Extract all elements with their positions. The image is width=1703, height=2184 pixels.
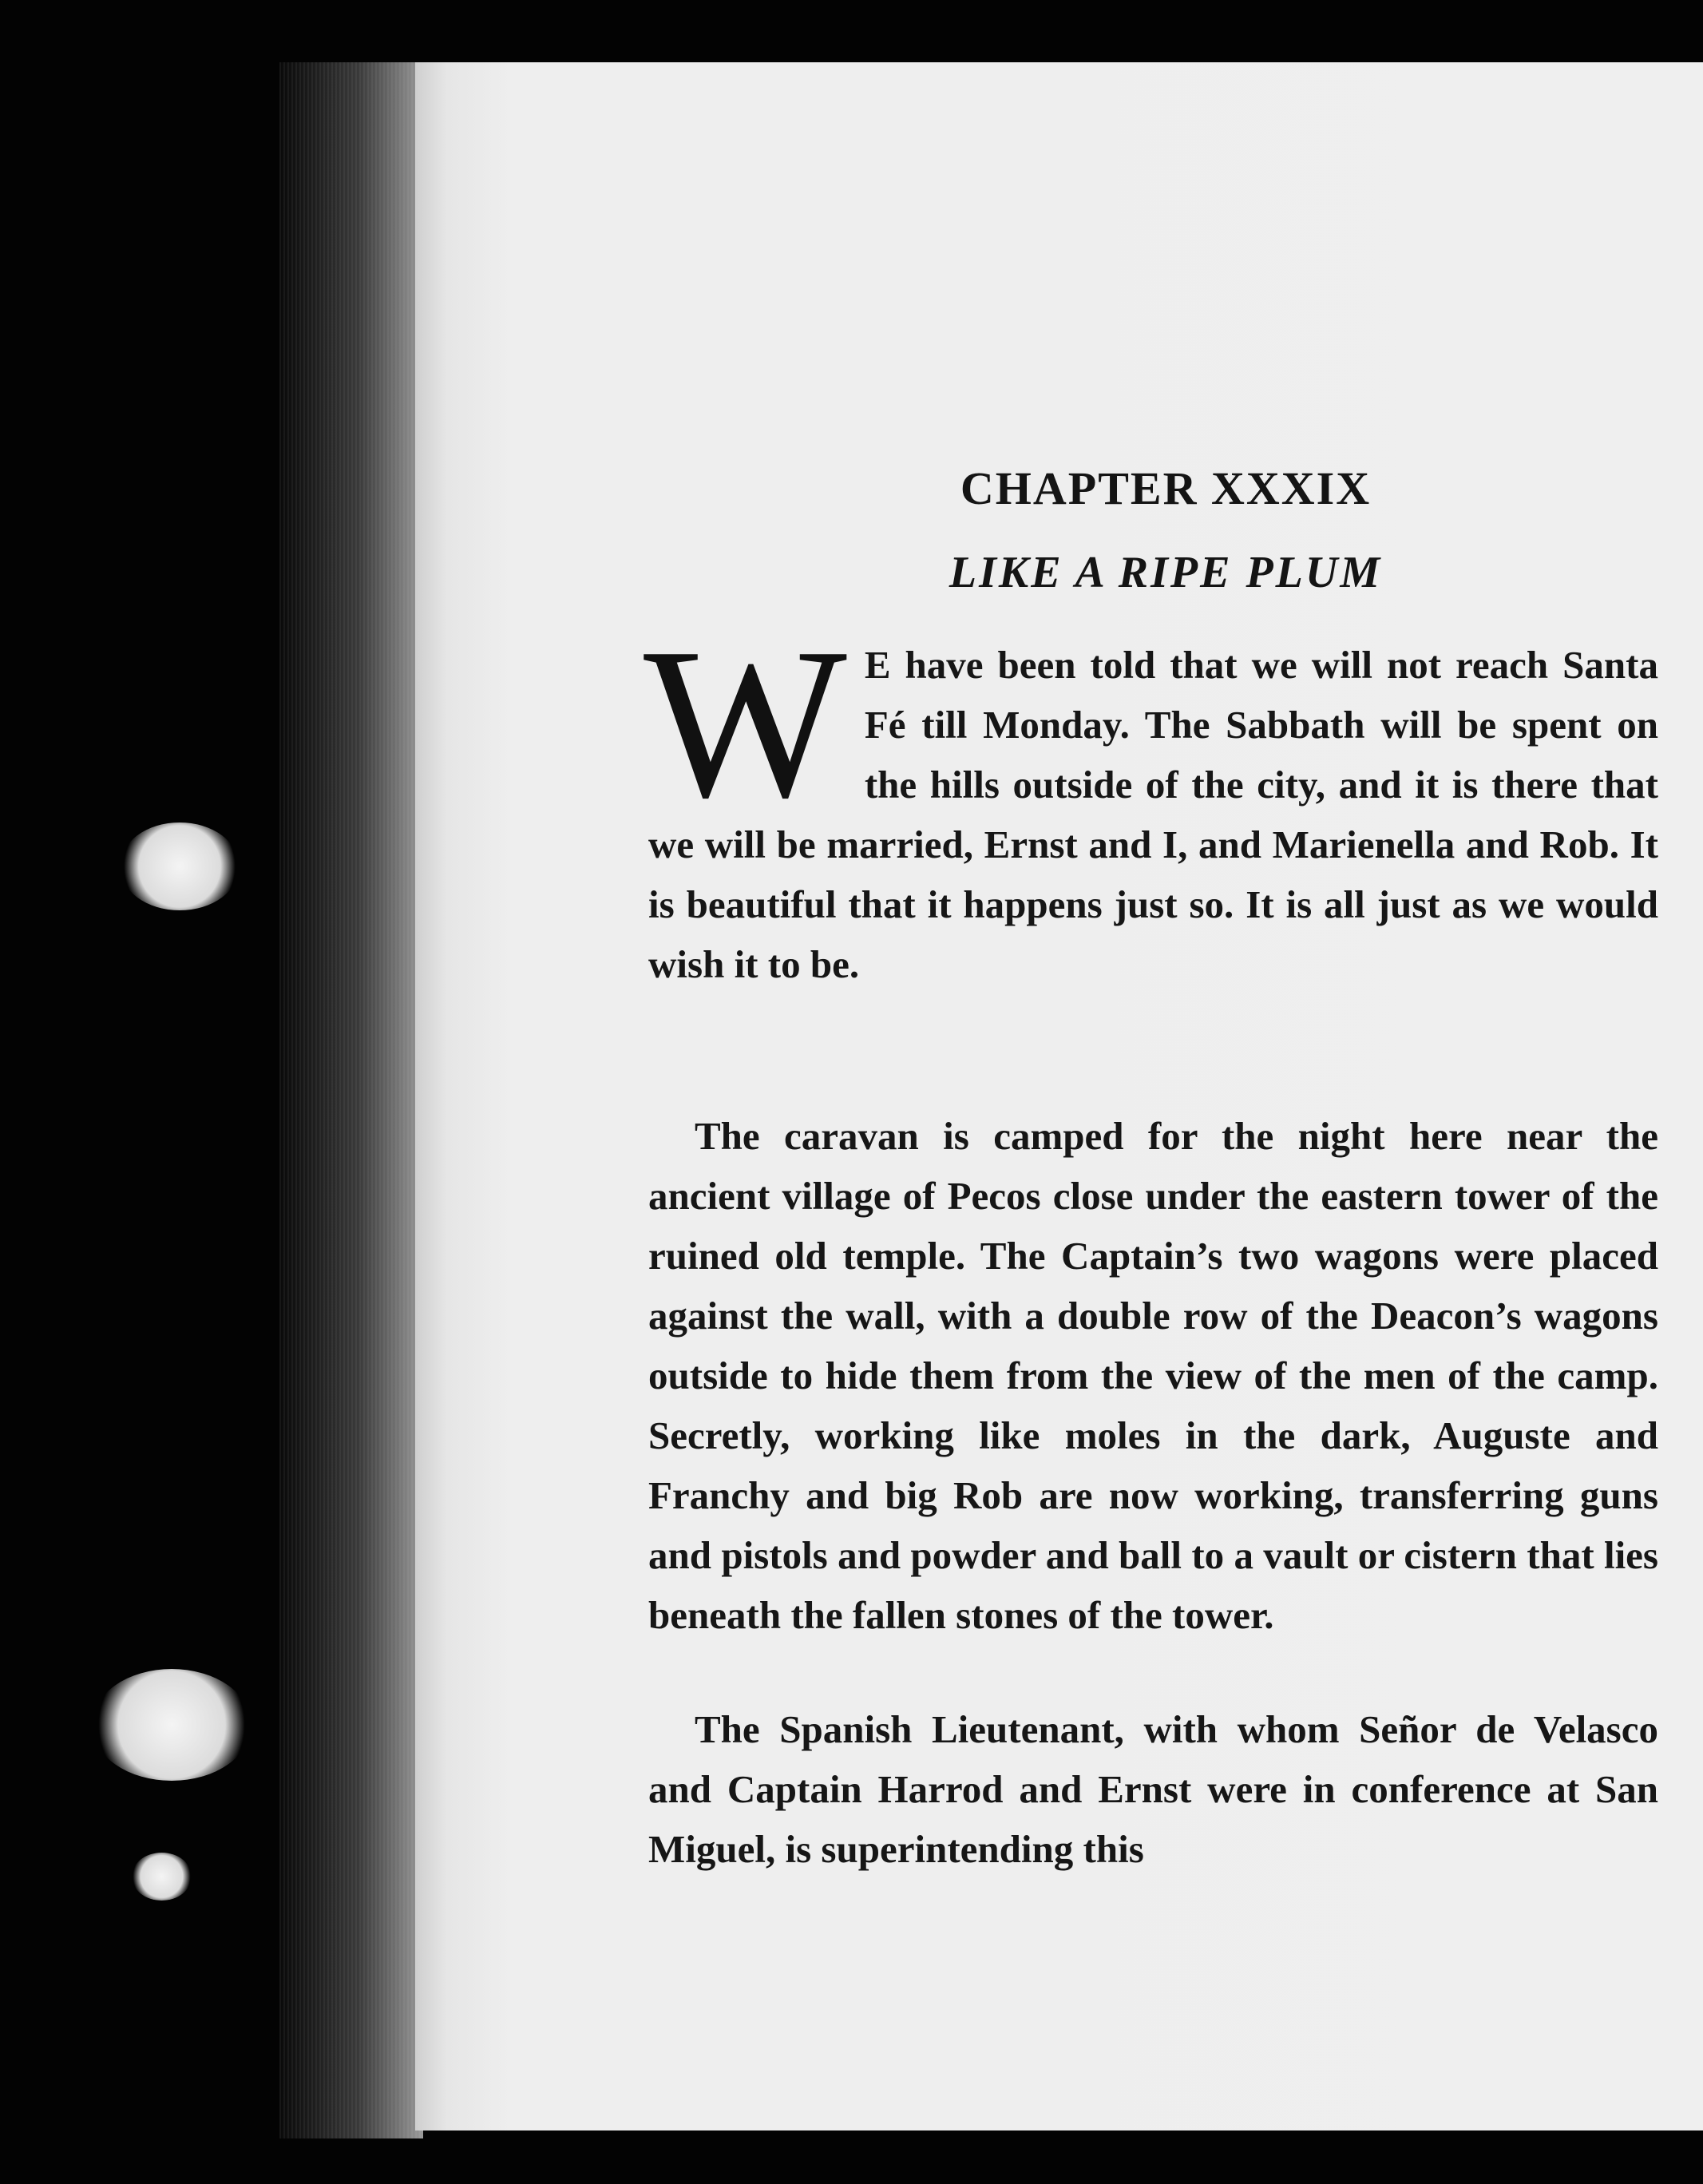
paragraph-2: The caravan is camped for the night here near the ancient village of Pecos close under the eastern tower of the ruined old temple. The Captain’s two wagons were placed against the wall, with a double row of the Deacon’s wagons outside to hide them from the view of the men of the camp. Secretly, working like moles in the dark, Auguste and Franchy and big Rob are now working, transferring guns and pistols and powder and ball to a vault or cistern that lies beneath the fallen stones of the tower.: [648, 1114, 1658, 1637]
drop-cap: W: [644, 604, 847, 842]
paragraph-1-text: E have been told that we will not reach Santa Fé till Monday. The Sabbath will be spent on the hills outside of the city, and it is there that we will be married, Ernst and I, and Marienella and Rob. It is beautiful that it happens just so. It is all just as we would wish it to be.: [648, 643, 1658, 986]
book-spine-edge: [279, 62, 423, 2138]
paragraph-1: [644, 604, 1658, 994]
chapter-heading: CHAPTER XXXIX: [960, 462, 1372, 514]
scan-artifact-spot: [92, 1669, 251, 1781]
scan-artifact-spot: [120, 822, 240, 910]
scan-artifact-spot: [132, 1853, 192, 1901]
paragraph-3: The Spanish Lieutenant, with whom Señor de Velasco and Captain Harrod and Ernst were in conference at San Miguel, is superintending this: [648, 1707, 1658, 1871]
chapter-title: LIKE A RIPE PLUM: [949, 548, 1383, 597]
